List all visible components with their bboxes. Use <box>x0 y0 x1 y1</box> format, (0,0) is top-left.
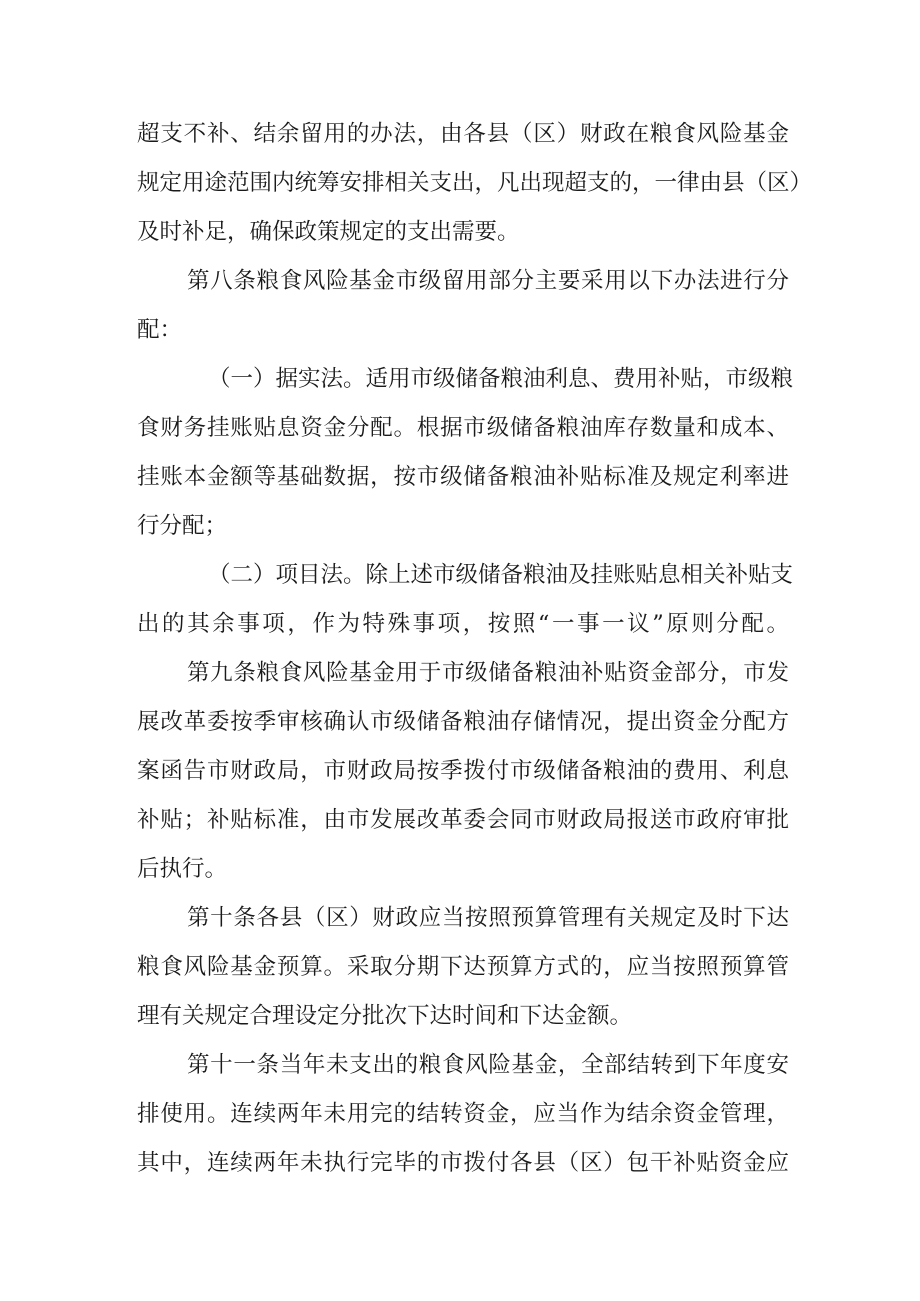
item-2-line: （二）项目法。除上述市级储备粮油及挂账贴息相关补贴支 <box>208 562 794 588</box>
text-line: 补贴；补贴标准，由市发展改革委会同市财政局报送市政府审批 <box>137 807 789 833</box>
text-line: 及时补足，确保政策规定的支出需要。 <box>137 219 520 245</box>
text-line: 粮食风险基金预算。采取分期下达预算方式的，应当按照预算管 <box>137 954 789 980</box>
text-line: 展改革委按季审核确认市级储备粮油存储情况，提出资金分配方 <box>137 709 789 735</box>
text-line: 配： <box>137 317 183 343</box>
text-line: 其中，连续两年未执行完毕的市拨付各县（区）包干补贴资金应 <box>137 1150 789 1176</box>
text-line: 超支不补、结余留用的办法，由各县（区）财政在粮食风险基金 <box>137 121 789 147</box>
article-11-heading: 第十一条当年未支出的粮食风险基金，全部结转到下年度安 <box>187 1052 789 1078</box>
article-10-heading: 第十条各县（区）财政应当按照预算管理有关规定及时下达 <box>187 905 789 931</box>
text-line: 行分配； <box>137 513 228 539</box>
text-line: 食财务挂账贴息资金分配。根据市级储备粮油库存数量和成本、 <box>137 415 789 441</box>
text-line: 后执行。 <box>137 856 228 882</box>
text-line: 规定用途范围内统筹安排相关支出，凡出现超支的，一律由县（区） <box>137 170 813 196</box>
article-9-heading: 第九条粮食风险基金用于市级储备粮油补贴资金部分，市发 <box>187 660 789 686</box>
text-line: 挂账本金额等基础数据，按市级储备粮油补贴标准及规定利率进 <box>137 464 789 490</box>
article-8-heading: 第八条粮食风险基金市级留用部分主要采用以下办法进行分 <box>187 268 789 294</box>
text-line: 出的其余事项，作为特殊事项，按照“一事一议”原则分配。 <box>137 611 789 637</box>
text-line: 理有关规定合理设定分批次下达时间和下达金额。 <box>137 1003 633 1029</box>
text-line: 排使用。连续两年未用完的结转资金，应当作为结余资金管理， <box>137 1101 789 1127</box>
item-1-line: （一）据实法。适用市级储备粮油利息、费用补贴，市级粮 <box>208 366 794 392</box>
text-line: 案函告市财政局，市财政局按季拨付市级储备粮油的费用、利息 <box>137 758 789 784</box>
